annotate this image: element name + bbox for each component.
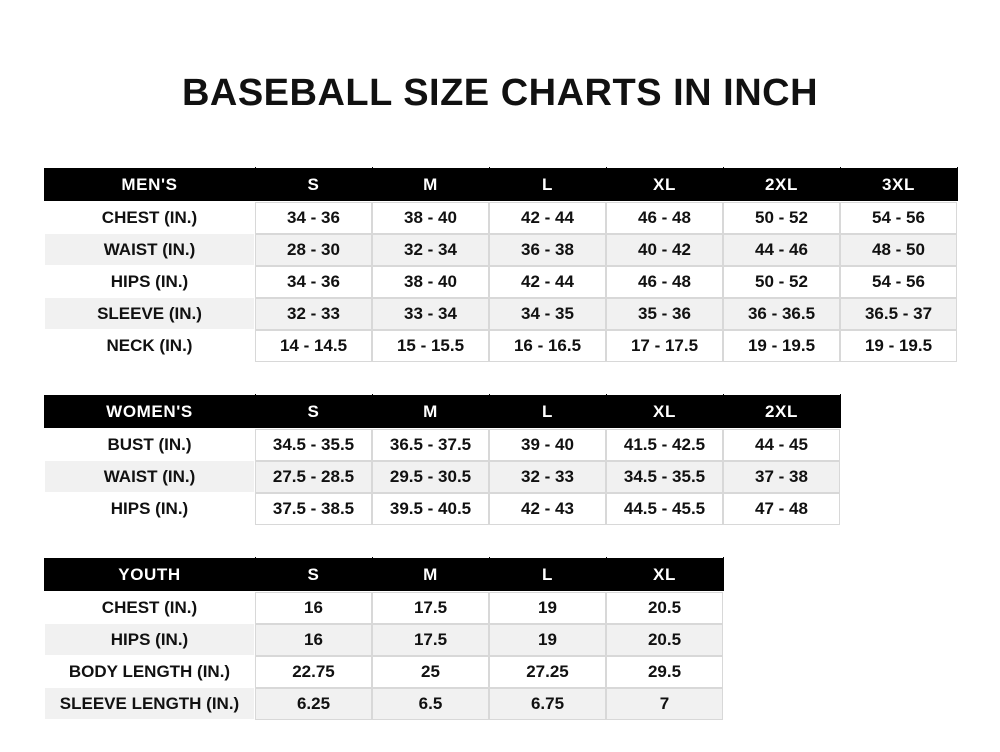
womens-waist-xl: 34.5 - 35.5 — [606, 461, 723, 493]
womens-col-m: M — [372, 395, 489, 429]
youth-body-length-l: 27.25 — [489, 656, 606, 688]
mens-neck-l: 16 - 16.5 — [489, 330, 606, 362]
size-tables-container — [0, 167, 1000, 720]
womens-category-label: WOMEN'S — [44, 395, 255, 429]
mens-chest-s: 34 - 36 — [255, 202, 372, 234]
table-row — [44, 592, 723, 624]
mens-neck-2xl: 19 - 19.5 — [723, 330, 840, 362]
youth-chest-xl: 20.5 — [606, 592, 723, 624]
youth-hips-xl: 20.5 — [606, 624, 723, 656]
mens-table-body — [44, 202, 957, 362]
mens-row-label-hips: HIPS (IN.) — [44, 266, 255, 298]
womens-size-table — [43, 394, 841, 525]
youth-row-label-hips: HIPS (IN.) — [44, 624, 255, 656]
womens-bust-l: 39 - 40 — [489, 429, 606, 461]
womens-hips-xl: 44.5 - 45.5 — [606, 493, 723, 525]
mens-chest-3xl: 54 - 56 — [840, 202, 957, 234]
table-row — [44, 429, 840, 461]
womens-hips-m: 39.5 - 40.5 — [372, 493, 489, 525]
womens-hips-2xl: 47 - 48 — [723, 493, 840, 525]
mens-chest-xl: 46 - 48 — [606, 202, 723, 234]
table-row — [44, 330, 957, 362]
table-row — [44, 493, 840, 525]
youth-table-header — [44, 558, 723, 592]
womens-waist-s: 27.5 - 28.5 — [255, 461, 372, 493]
womens-bust-xl: 41.5 - 42.5 — [606, 429, 723, 461]
mens-row-label-chest: CHEST (IN.) — [44, 202, 255, 234]
womens-bust-m: 36.5 - 37.5 — [372, 429, 489, 461]
womens-bust-2xl: 44 - 45 — [723, 429, 840, 461]
mens-col-2xl: 2XL — [723, 168, 840, 202]
womens-waist-l: 32 - 33 — [489, 461, 606, 493]
youth-category-label: YOUTH — [44, 558, 255, 592]
womens-col-2xl: 2XL — [723, 395, 840, 429]
youth-row-label-sleeve-length: SLEEVE LENGTH (IN.) — [44, 688, 255, 720]
youth-row-label-body-length: BODY LENGTH (IN.) — [44, 656, 255, 688]
womens-table-body — [44, 429, 840, 525]
youth-body-length-m: 25 — [372, 656, 489, 688]
mens-row-label-neck: NECK (IN.) — [44, 330, 255, 362]
mens-sleeve-xl: 35 - 36 — [606, 298, 723, 330]
youth-sleeve-length-m: 6.5 — [372, 688, 489, 720]
womens-table-header — [44, 395, 840, 429]
mens-chest-l: 42 - 44 — [489, 202, 606, 234]
mens-hips-m: 38 - 40 — [372, 266, 489, 298]
mens-waist-s: 28 - 30 — [255, 234, 372, 266]
mens-col-3xl: 3XL — [840, 168, 957, 202]
table-row — [44, 461, 840, 493]
mens-row-label-waist: WAIST (IN.) — [44, 234, 255, 266]
mens-waist-l: 36 - 38 — [489, 234, 606, 266]
womens-waist-m: 29.5 - 30.5 — [372, 461, 489, 493]
mens-size-table — [43, 167, 958, 362]
mens-sleeve-3xl: 36.5 - 37 — [840, 298, 957, 330]
youth-col-xl: XL — [606, 558, 723, 592]
mens-neck-m: 15 - 15.5 — [372, 330, 489, 362]
youth-size-table — [43, 557, 724, 720]
womens-row-label-bust: BUST (IN.) — [44, 429, 255, 461]
youth-table-body — [44, 592, 723, 720]
page-title: BASEBALL SIZE CHARTS IN INCH — [181, 72, 819, 114]
youth-body-length-s: 22.75 — [255, 656, 372, 688]
mens-hips-l: 42 - 44 — [489, 266, 606, 298]
mens-neck-s: 14 - 14.5 — [255, 330, 372, 362]
mens-table-header — [44, 168, 957, 202]
mens-chest-2xl: 50 - 52 — [723, 202, 840, 234]
table-row — [44, 688, 723, 720]
youth-chest-m: 17.5 — [372, 592, 489, 624]
youth-col-l: L — [489, 558, 606, 592]
womens-row-label-waist: WAIST (IN.) — [44, 461, 255, 493]
mens-hips-2xl: 50 - 52 — [723, 266, 840, 298]
mens-neck-xl: 17 - 17.5 — [606, 330, 723, 362]
youth-col-m: M — [372, 558, 489, 592]
mens-neck-3xl: 19 - 19.5 — [840, 330, 957, 362]
youth-sleeve-length-xl: 7 — [606, 688, 723, 720]
table-header-row — [44, 168, 957, 202]
youth-body-length-xl: 29.5 — [606, 656, 723, 688]
womens-row-label-hips: HIPS (IN.) — [44, 493, 255, 525]
youth-chest-l: 19 — [489, 592, 606, 624]
mens-col-s: S — [255, 168, 372, 202]
mens-col-xl: XL — [606, 168, 723, 202]
mens-waist-3xl: 48 - 50 — [840, 234, 957, 266]
table-row — [44, 656, 723, 688]
youth-hips-s: 16 — [255, 624, 372, 656]
youth-sleeve-length-l: 6.75 — [489, 688, 606, 720]
mens-col-m: M — [372, 168, 489, 202]
mens-waist-m: 32 - 34 — [372, 234, 489, 266]
youth-col-s: S — [255, 558, 372, 592]
mens-waist-2xl: 44 - 46 — [723, 234, 840, 266]
youth-row-label-chest: CHEST (IN.) — [44, 592, 255, 624]
table-row — [44, 298, 957, 330]
youth-sleeve-length-s: 6.25 — [255, 688, 372, 720]
table-row — [44, 624, 723, 656]
womens-col-xl: XL — [606, 395, 723, 429]
table-header-row — [44, 395, 840, 429]
table-row — [44, 202, 957, 234]
mens-sleeve-s: 32 - 33 — [255, 298, 372, 330]
mens-chest-m: 38 - 40 — [372, 202, 489, 234]
womens-col-l: L — [489, 395, 606, 429]
mens-col-l: L — [489, 168, 606, 202]
youth-hips-m: 17.5 — [372, 624, 489, 656]
womens-hips-l: 42 - 43 — [489, 493, 606, 525]
youth-chest-s: 16 — [255, 592, 372, 624]
mens-category-label: MEN'S — [44, 168, 255, 202]
mens-sleeve-l: 34 - 35 — [489, 298, 606, 330]
womens-hips-s: 37.5 - 38.5 — [255, 493, 372, 525]
mens-hips-s: 34 - 36 — [255, 266, 372, 298]
table-header-row — [44, 558, 723, 592]
mens-hips-3xl: 54 - 56 — [840, 266, 957, 298]
mens-waist-xl: 40 - 42 — [606, 234, 723, 266]
womens-col-s: S — [255, 395, 372, 429]
mens-row-label-sleeve: SLEEVE (IN.) — [44, 298, 255, 330]
womens-bust-s: 34.5 - 35.5 — [255, 429, 372, 461]
youth-hips-l: 19 — [489, 624, 606, 656]
mens-hips-xl: 46 - 48 — [606, 266, 723, 298]
table-row — [44, 234, 957, 266]
table-row — [44, 266, 957, 298]
mens-sleeve-m: 33 - 34 — [372, 298, 489, 330]
mens-sleeve-2xl: 36 - 36.5 — [723, 298, 840, 330]
womens-waist-2xl: 37 - 38 — [723, 461, 840, 493]
